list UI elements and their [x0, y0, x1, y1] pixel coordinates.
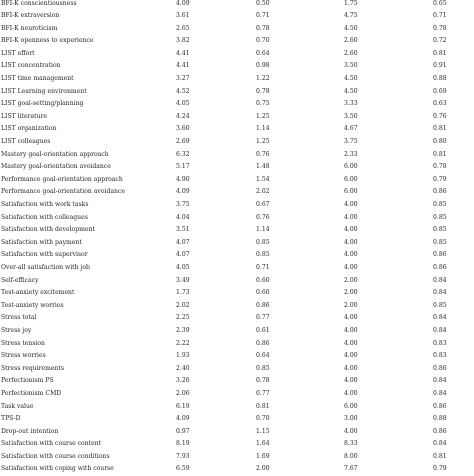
table-cell-mean-value: 4.52	[176, 87, 190, 95]
table-cell-alpha-value: 0.69	[433, 87, 447, 95]
table-cell-variable-name: Stress tension	[1, 339, 45, 347]
table-cell-variable-name: Perfectionism CMD	[1, 389, 62, 397]
table-cell-mean-value: 1.93	[176, 352, 190, 360]
table-cell-mean-value: 3.49	[176, 276, 190, 284]
table-row	[0, 375, 474, 388]
table-cell-alpha-value: 0.63	[433, 100, 447, 108]
table-cell-alpha-value: 0.86	[433, 364, 447, 372]
table-cell-min-value: 6.00	[344, 188, 358, 196]
table-cell-alpha-value: 0.88	[433, 75, 447, 83]
table-cell-sd-value: 0.76	[256, 213, 270, 221]
table-cell-alpha-value: 0.83	[433, 339, 447, 347]
table-cell-alpha-value: 0.84	[433, 377, 447, 385]
table-cell-sd-value: 0.60	[256, 289, 270, 297]
table-row	[0, 451, 474, 464]
table-row	[0, 136, 474, 149]
table-cell-mean-value: 2.25	[176, 314, 190, 322]
table-row	[0, 287, 474, 300]
table-cell-min-value: 4.00	[344, 427, 358, 435]
table-cell-alpha-value: 0.91	[433, 62, 447, 70]
table-cell-alpha-value: 0.81	[433, 150, 447, 158]
table-cell-alpha-value: 0.88	[433, 415, 447, 423]
table-cell-min-value: 4.00	[344, 389, 358, 397]
table-cell-alpha-value: 0.84	[433, 389, 447, 397]
table-row	[0, 388, 474, 401]
table-cell-mean-value: 4.09	[176, 188, 190, 196]
table-row	[0, 300, 474, 313]
table-row	[0, 86, 474, 99]
table-cell-alpha-value: 0.78	[433, 163, 447, 171]
table-row	[0, 212, 474, 225]
table-cell-variable-name: LIST organization	[1, 125, 57, 133]
table-cell-mean-value: 3.82	[176, 37, 190, 45]
table-cell-sd-value: 1.48	[256, 163, 270, 171]
table-cell-alpha-value: 0.84	[433, 276, 447, 284]
table-cell-sd-value: 1.25	[256, 112, 270, 120]
table-cell-sd-value: 2.02	[256, 188, 270, 196]
table-cell-min-value: 8.33	[344, 440, 358, 448]
table-cell-mean-value: 2.39	[176, 326, 190, 334]
table-cell-mean-value: 6.32	[176, 150, 190, 158]
table-cell-mean-value: 3.26	[176, 377, 190, 385]
table-cell-min-value: 6.00	[344, 163, 358, 171]
table-cell-min-value: 2.00	[344, 301, 358, 309]
table-cell-mean-value: 6.19	[176, 402, 190, 410]
table-cell-mean-value: 1.73	[176, 289, 190, 297]
table-cell-sd-value: 0.77	[256, 314, 270, 322]
table-cell-sd-value: 0.67	[256, 201, 270, 208]
table-cell-sd-value: 0.86	[256, 339, 270, 347]
table-cell-sd-value: 0.85	[256, 238, 270, 246]
table-cell-alpha-value: 0.81	[433, 125, 447, 133]
table-cell-mean-value: 4.07	[176, 238, 190, 246]
table-cell-sd-value: 1.54	[256, 175, 270, 183]
table-cell-alpha-value: 0.86	[433, 402, 447, 410]
table-cell-mean-value: 4.05	[176, 263, 190, 271]
table-cell-variable-name: Stress requirements	[1, 364, 65, 372]
table-cell-variable-name: Stress joy	[1, 326, 32, 334]
table-row	[0, 23, 474, 36]
table-cell-sd-value: 0.77	[256, 389, 270, 397]
table-cell-sd-value: 0.71	[256, 263, 270, 271]
table-cell-sd-value: 0.78	[256, 87, 270, 95]
table-cell-variable-name: Mastery goal-orientation avoidance	[1, 163, 111, 171]
table-row	[0, 350, 474, 363]
table-cell-mean-value: 3.75	[176, 201, 190, 208]
table-cell-sd-value: 0.64	[256, 49, 270, 57]
table-cell-alpha-value: 0.84	[433, 289, 447, 297]
table-cell-mean-value: 4.09	[176, 415, 190, 423]
table-cell-sd-value: 0.64	[256, 352, 270, 360]
table-cell-variable-name: TPS-D	[1, 415, 21, 423]
table-cell-alpha-value: 0.65	[433, 0, 447, 7]
table-cell-min-value: 4.00	[344, 226, 358, 234]
table-cell-alpha-value: 0.86	[433, 263, 447, 271]
table-cell-variable-name: LIST colleagues	[1, 138, 51, 146]
table-cell-min-value: 3.75	[344, 138, 358, 146]
table-cell-variable-name: Satisfaction with work tasks	[1, 201, 89, 208]
table-cell-mean-value: 3.27	[176, 75, 190, 83]
table-cell-variable-name: Satisfaction with supervisor	[1, 251, 88, 259]
table-cell-min-value: 2.60	[344, 37, 358, 45]
table-row	[0, 111, 474, 124]
table-cell-min-value: 2.33	[344, 150, 358, 158]
table-cell-mean-value: 7.93	[176, 452, 190, 460]
table-cell-min-value: 4.50	[344, 87, 358, 95]
table-cell-sd-value: 0.98	[256, 62, 270, 70]
table-cell-variable-name: BFI-K extraversion	[1, 12, 60, 20]
table-cell-mean-value: 0.97	[176, 427, 190, 435]
table-cell-min-value: 4.00	[344, 364, 358, 372]
table-cell-min-value: 6.00	[344, 175, 358, 183]
table-cell-min-value: 2.00	[344, 289, 358, 297]
table-cell-min-value: 4.00	[344, 251, 358, 259]
table-row	[0, 224, 474, 237]
table-cell-min-value: 4.00	[344, 339, 358, 347]
table-cell-min-value: 4.00	[344, 263, 358, 271]
table-cell-variable-name: LIST literature	[1, 112, 48, 120]
table-cell-variable-name: Satisfaction with colleagues	[1, 213, 88, 221]
table-cell-alpha-value: 0.85	[433, 201, 447, 208]
table-cell-mean-value: 4.90	[176, 175, 190, 183]
table-cell-min-value: 4.00	[344, 377, 358, 385]
table-cell-mean-value: 2.65	[176, 24, 190, 32]
table-row	[0, 123, 474, 136]
table-cell-mean-value: 3.60	[176, 125, 190, 133]
table-cell-alpha-value: 0.85	[433, 213, 447, 221]
table-cell-sd-value: 1.64	[256, 440, 270, 448]
table-cell-alpha-value: 0.86	[433, 427, 447, 435]
table-row	[0, 426, 474, 439]
table-cell-alpha-value: 0.83	[433, 352, 447, 360]
table-cell-alpha-value: 0.84	[433, 314, 447, 322]
table-cell-mean-value: 3.51	[176, 226, 190, 234]
table-row	[0, 161, 474, 174]
table-cell-variable-name: Satisfaction with development	[1, 226, 95, 234]
table-cell-min-value: 4.00	[344, 314, 358, 322]
table-cell-variable-name: Stress total	[1, 314, 37, 322]
table-row	[0, 73, 474, 86]
table-row	[0, 312, 474, 325]
table-cell-min-value: 4.00	[344, 201, 358, 208]
table-cell-sd-value: 0.60	[256, 276, 270, 284]
table-cell-sd-value: 1.22	[256, 75, 270, 83]
table-cell-variable-name: BFI-K openness to experience	[1, 37, 94, 45]
table-cell-variable-name: Perfectionism PS	[1, 377, 54, 385]
table-cell-variable-name: LIST effort	[1, 49, 35, 57]
table-cell-mean-value: 3.61	[176, 12, 190, 20]
table-cell-sd-value: 0.75	[256, 100, 270, 108]
table-cell-sd-value: 0.86	[256, 301, 270, 309]
table-cell-sd-value: 0.61	[256, 326, 270, 334]
table-cell-variable-name: Performance goal-orientation approach	[1, 175, 123, 183]
table-row	[0, 48, 474, 61]
table-cell-sd-value: 1.69	[256, 452, 270, 460]
table-cell-min-value: 4.50	[344, 75, 358, 83]
table-cell-alpha-value: 0.84	[433, 326, 447, 334]
table-row	[0, 249, 474, 262]
table-cell-min-value: 4.50	[344, 24, 358, 32]
table-cell-mean-value: 4.04	[176, 213, 190, 221]
table-row	[0, 237, 474, 250]
table-cell-mean-value: 2.06	[176, 389, 190, 397]
table-cell-sd-value: 1.25	[256, 138, 270, 146]
table-cell-sd-value: 0.78	[256, 24, 270, 32]
table-cell-sd-value: 0.50	[256, 0, 270, 7]
table-cell-mean-value: 2.22	[176, 339, 190, 347]
table-row	[0, 275, 474, 288]
table-row	[0, 401, 474, 414]
table-cell-sd-value: 0.85	[256, 251, 270, 259]
table-cell-min-value: 4.00	[344, 238, 358, 246]
table-cell-min-value: 6.00	[344, 402, 358, 410]
table-cell-alpha-value: 0.79	[433, 465, 447, 473]
table-row	[0, 98, 474, 111]
table-cell-sd-value: 1.14	[256, 226, 270, 234]
table-cell-variable-name: Performance goal-orientation avoidance	[1, 188, 125, 196]
table-cell-sd-value: 0.85	[256, 364, 270, 372]
table-cell-min-value: 8.00	[344, 452, 358, 460]
table-row	[0, 463, 474, 476]
table-cell-mean-value: 4.07	[176, 251, 190, 259]
table-cell-sd-value: 0.81	[256, 402, 270, 410]
table-cell-min-value: 3.00	[344, 415, 358, 423]
table-cell-alpha-value: 0.72	[433, 37, 447, 45]
table-row	[0, 60, 474, 73]
table-cell-variable-name: LIST Learning environment	[1, 87, 87, 95]
table-cell-min-value: 4.00	[344, 352, 358, 360]
table-cell-alpha-value: 0.78	[433, 24, 447, 32]
table-cell-alpha-value: 0.71	[433, 12, 447, 20]
table-cell-alpha-value: 0.85	[433, 226, 447, 234]
table-cell-variable-name: Satisfaction with payment	[1, 238, 82, 246]
table-row	[0, 325, 474, 338]
table-cell-variable-name: Task value	[1, 402, 34, 410]
table-cell-alpha-value: 0.76	[433, 112, 447, 120]
table-row	[0, 186, 474, 199]
table-cell-mean-value: 2.02	[176, 301, 190, 309]
table-row	[0, 149, 474, 162]
table-row	[0, 363, 474, 376]
table-row	[0, 338, 474, 351]
table-cell-sd-value: 0.76	[256, 150, 270, 158]
table-cell-sd-value: 0.70	[256, 37, 270, 45]
table-cell-variable-name: Self-efficacy	[1, 276, 39, 284]
table-cell-mean-value: 5.17	[176, 163, 190, 171]
table-row	[0, 262, 474, 275]
table-cell-min-value: 4.00	[344, 213, 358, 221]
table-row	[0, 413, 474, 426]
table-cell-min-value: 3.33	[344, 100, 358, 108]
table-cell-sd-value: 1.15	[256, 427, 270, 435]
table-cell-mean-value: 4.05	[176, 100, 190, 108]
table-cell-alpha-value: 0.81	[433, 452, 447, 460]
table-cell-alpha-value: 0.79	[433, 175, 447, 183]
table-cell-variable-name: LIST time management	[1, 75, 74, 83]
table-cell-min-value: 2.00	[344, 276, 358, 284]
table-cell-alpha-value: 0.86	[433, 188, 447, 196]
table-cell-mean-value: 4.24	[176, 112, 190, 120]
table-cell-variable-name: Stress worries	[1, 352, 46, 360]
table-cell-alpha-value: 0.85	[433, 301, 447, 309]
table-cell-sd-value: 0.71	[256, 12, 270, 20]
table-cell-min-value: 3.50	[344, 62, 358, 70]
table-cell-variable-name: BFI-K neuroticism	[1, 24, 58, 32]
table-cell-variable-name: Mastery goal-orientation approach	[1, 150, 109, 158]
table-row	[0, 35, 474, 48]
table-row	[0, 10, 474, 23]
table-cell-alpha-value: 0.81	[433, 49, 447, 57]
table-cell-min-value: 7.67	[344, 465, 358, 473]
table-cell-variable-name: Drop-out intention	[1, 427, 59, 435]
table-cell-min-value: 4.67	[344, 125, 358, 133]
table-cell-mean-value: 4.41	[176, 49, 190, 57]
table-cell-variable-name: Test-anxiety excitement	[1, 289, 75, 297]
table-cell-min-value: 3.50	[344, 112, 358, 120]
table-cell-sd-value: 0.78	[256, 377, 270, 385]
table-cell-alpha-value: 0.84	[433, 440, 447, 448]
table-cell-min-value: 4.00	[344, 326, 358, 334]
table-cell-variable-name: Satisfaction with course conditions	[1, 452, 110, 460]
table-row	[0, 0, 474, 10]
table-cell-mean-value: 4.09	[176, 0, 190, 7]
table-row	[0, 199, 474, 212]
table-cell-variable-name: LIST concentration	[1, 62, 61, 70]
table-cell-variable-name: LIST goal-setting/planning	[1, 100, 84, 108]
table-cell-sd-value: 2.00	[256, 465, 270, 473]
table-row	[0, 438, 474, 451]
table-cell-sd-value: 1.14	[256, 125, 270, 133]
table-row	[0, 174, 474, 187]
table-cell-alpha-value: 0.86	[433, 251, 447, 259]
table-cell-variable-name: Satisfaction with coping with course	[1, 465, 114, 473]
table-cell-variable-name: Satisfaction with course content	[1, 440, 102, 448]
table-cell-alpha-value: 0.80	[433, 138, 447, 146]
table-cell-variable-name: Over-all satisfaction with job	[1, 263, 90, 271]
table-cell-mean-value: 6.59	[176, 465, 190, 473]
table-cell-sd-value: 0.70	[256, 415, 270, 423]
table-cell-variable-name: Test-anxiety worries	[1, 301, 64, 309]
table-cell-min-value: 2.60	[344, 49, 358, 57]
table-cell-alpha-value: 0.85	[433, 238, 447, 246]
table-cell-mean-value: 2.40	[176, 364, 190, 372]
table-cell-variable-name: BFI-K conscientiousness	[1, 0, 77, 7]
table-cell-mean-value: 2.69	[176, 138, 190, 146]
table-cell-min-value: 1.75	[344, 0, 358, 7]
table-cell-min-value: 4.75	[344, 12, 358, 20]
table-cell-mean-value: 8.19	[176, 440, 190, 448]
table-cell-mean-value: 4.41	[176, 62, 190, 70]
